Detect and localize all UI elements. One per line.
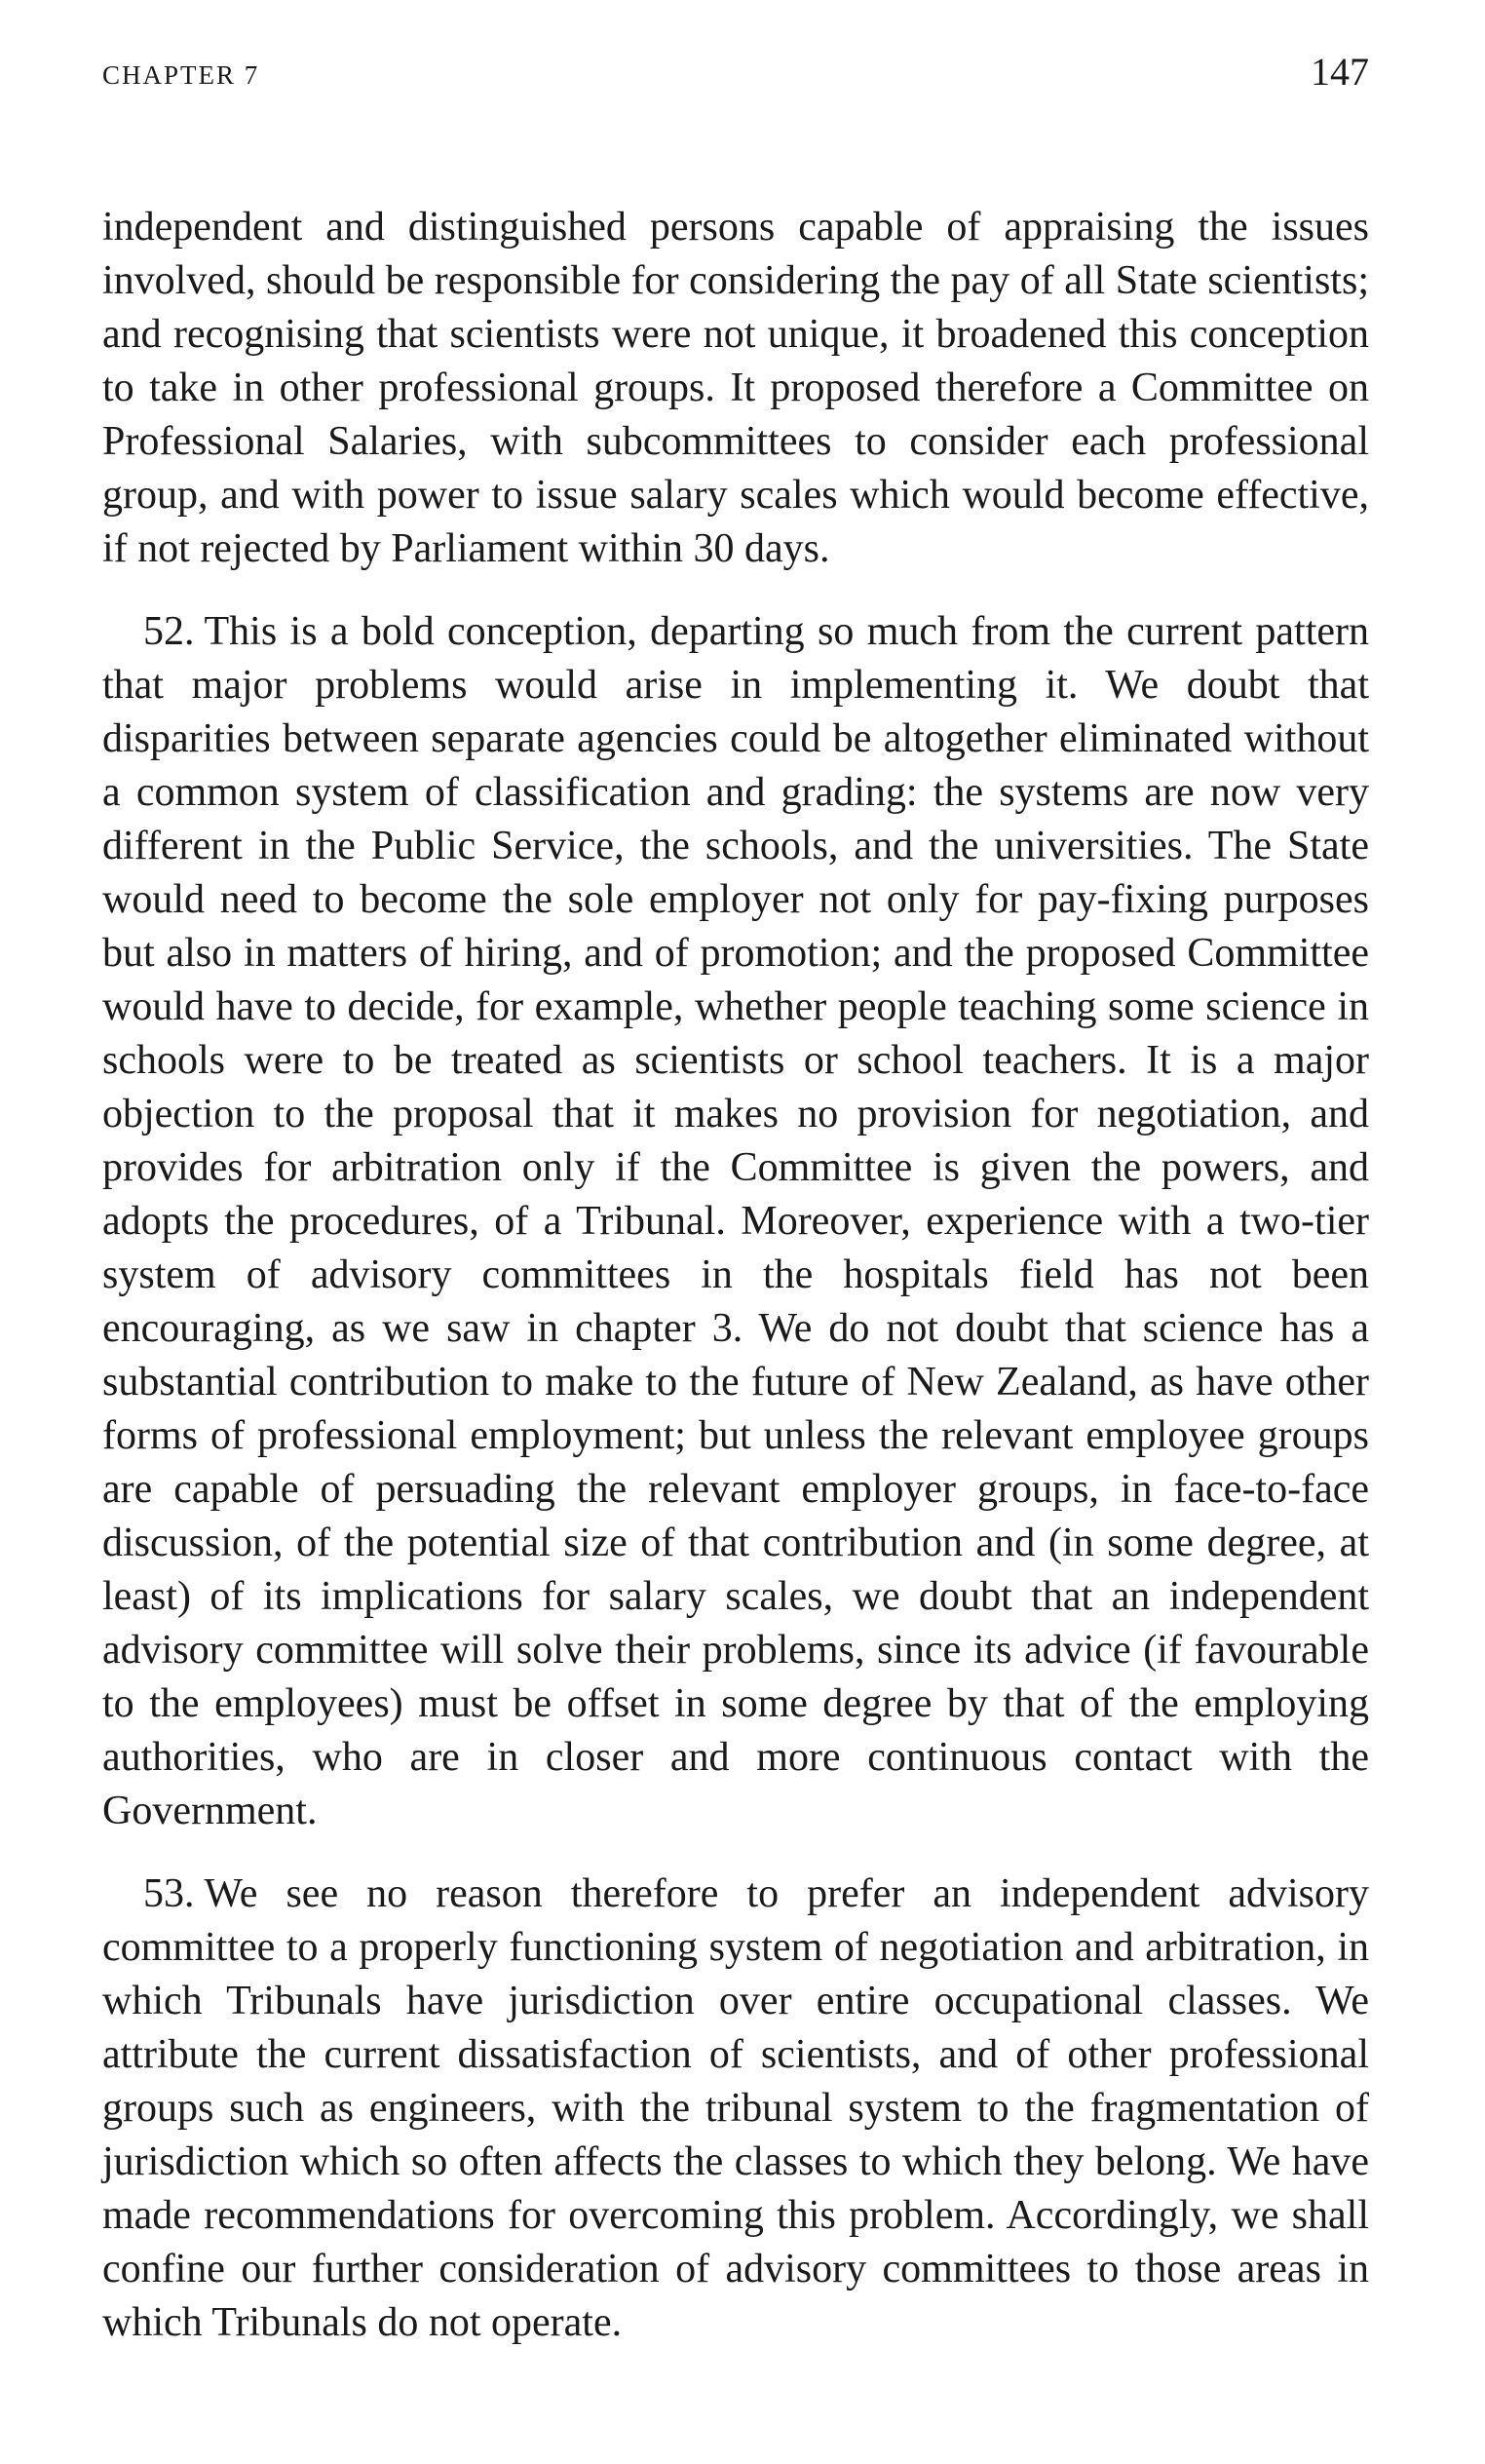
paragraph-number: 52. (143, 609, 195, 654)
paragraph-52 (102, 605, 1369, 1838)
document-page (102, 49, 1369, 2350)
page-number: 147 (1311, 50, 1369, 94)
chapter-label: CHAPTER 7 (102, 60, 260, 90)
running-head (102, 49, 1369, 117)
paragraph-continued (102, 201, 1369, 576)
paragraph-text: This is a bold conception, departing so much from the current pattern that major problems would arise in implementing it. We doubt that disparities between separate agencies could be altogether eliminated without a common system of classification and grading: the systems are now very different in the Public Service, the schools, and the universities. The State would need to become the sole employer not only for pay-fixing purposes but also in matters of hiring, and of promotion; and the proposed Committee would have to decide, for example, whether people teaching some science in schools were to be treated as scientists or school teachers. It is a major objection to the proposal that it makes no provision for negotiation, and provides for arbitration only if the Committee is given the powers, and adopts the procedures, of a Tribunal. Moreover, experience with a two-tier system of advisory committees in the hospitals field has not been encouraging, as we saw in chapter 3. We do not doubt that science has a substantial contribution to make to the future of New Zealand, as have other forms of professional employment; but unless the relevant employee groups are capable of persuading the relevant employer groups, in face-to-face discussion, of the potential size of that contribution and (in some degree, at least) of its implications for salary scales, we doubt that an independent advisory committee will solve their problems, since its advice (if favourable to the employees) must be offset in some degree by that of the employing authorities, who are in closer and more continuous contact with the Government. (102, 609, 1369, 1833)
paragraph-text: We see no reason therefore to prefer an independent advisory committee to a properly functioning system of negotiation and arbitration, in which Tribunals have jurisdiction over entire occupational classes. We attribute the current dissatisfaction of scientists, and of other professional groups such as engineers, with the tribunal system to the fragmentation of jurisdiction which so often affects the classes to which they belong. We have made recommendations for overcoming this problem. Accordingly, we shall confine our further consideration of advisory committees to those areas in which Tribunals do not operate. (102, 1871, 1369, 2345)
paragraph-text: independent and distinguished persons capable of appraising the issues involved, should be responsible for considering the pay of all State scientists; and recognising that scientists were not unique, it broadened this conception to take in other professional groups. It proposed therefore a Committee on Professional Salaries, with subcommittees to consider each professional group, and with power to issue salary scales which would become effective, if not rejected by Parliament within 30 days. (102, 205, 1369, 571)
paragraph-53 (102, 1867, 1369, 2350)
paragraph-number: 53. (143, 1871, 195, 1916)
